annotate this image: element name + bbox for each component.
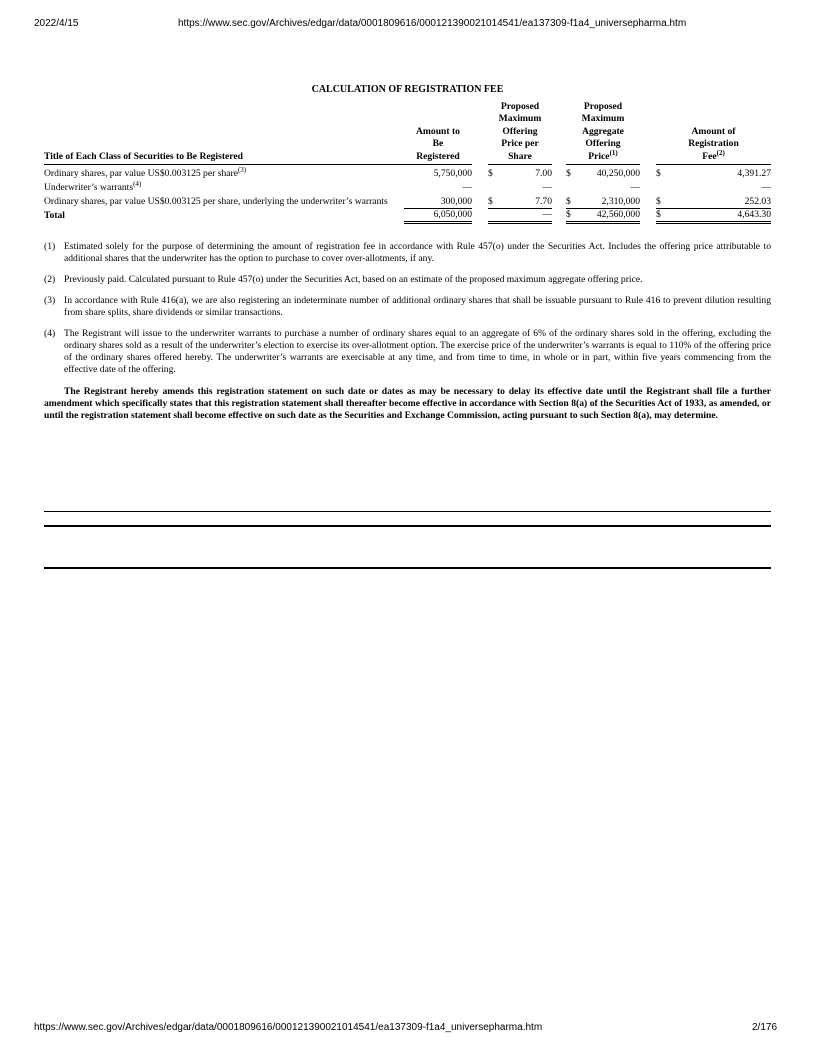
table-total-row: Total 6,050,000 — $ 42,560,000 $ 4,643.30	[44, 208, 771, 222]
col-registration-fee: Amount of Registration Fee$^{(2)}$	[656, 101, 771, 165]
divider-rule	[44, 525, 771, 527]
footnote-2: (2) Previously paid. Calculated pursuant to Rule 457(o) under the Securities Act, based on an estimate of the proposed maximum aggregate offering price.	[44, 273, 643, 285]
footnote-4: (4) The Registrant will issue to the underwriter warrants to purchase a number of ordinary shares equal to an aggregate of 6% of the ordinary shares sold in the offering, excluding the ordinary shares sold as a result of the underwriter’s election to exercise its over-allotment option. The exercise price of the underwriter’s warrants is equal to 110% of the offering price of the ordinary shares offered hereby. The underwriter’s warrants are exercisable at any time, and from time to time, in whole or in part, within five years commencing from the effective date of the offering.	[44, 327, 771, 375]
footer-url: https://www.sec.gov/Archives/edgar/data/0001809616/000121390021014541/ea137309-f1a4_universepharma.htm	[34, 1022, 543, 1033]
table-row: Ordinary shares, par value US$0.003125 per share$^{(3)}$ 5,750,000 $ 7.00 $ 40,250,000 $ 4,391.27	[44, 166, 771, 180]
divider-rule	[44, 511, 771, 512]
table-row: Ordinary shares, par value US$0.003125 per share, underlying the underwriter’s warrants 300,000 $ 7.70 $ 2,310,000 $ 252.03	[44, 195, 771, 208]
footnote-1: (1) Estimated solely for the purpose of determining the amount of registration fee in accordance with Rule 457(o) under the Securities Act. Includes the offering price attributable to additional shares that the underwriter has the option to purchase to cover over-allotments, if any.	[44, 240, 771, 264]
col-title-class: Title of Each Class of Securities to Be Registered	[44, 101, 404, 165]
footnote-3: (3) In accordance with Rule 416(a), we are also registering an indeterminate number of additional ordinary shares that shall be issuable pursuant to Rule 416 to prevent dilution resulting from share splits, share dividends or similar transactions.	[44, 294, 771, 318]
print-date: 2022/4/15	[34, 18, 79, 29]
col-price-per-share: Proposed Maximum Offering Price per Share	[488, 101, 552, 165]
col-aggregate-price: Proposed Maximum Aggregate Offering Price$^{(1)}$	[566, 101, 640, 165]
page-title: CALCULATION OF REGISTRATION FEE	[311, 84, 504, 95]
page-url: https://www.sec.gov/Archives/edgar/data/0001809616/000121390021014541/ea137309-f1a4_universepharma.htm	[178, 18, 687, 29]
amendment-statement: The Registrant hereby amends this registration statement on such date or dates as may be necessary to delay its effective date until the Registrant shall file a further amendment which specifically states that this registration statement shall thereafter become effective in accordance with Section 8(a) of the Securities Act of 1933, as amended, or until the registration statement shall become effective on such date as the Securities and Exchange Commission, acting pursuant to such Section 8(a), may determine.	[44, 385, 771, 422]
document-body	[44, 84, 771, 423]
divider-rule	[44, 567, 771, 569]
col-amount: Amount to Be Registered	[404, 101, 472, 165]
fee-table	[44, 101, 771, 224]
table-row: Underwriter’s warrants$^{(4)}$ — — — —	[44, 180, 771, 194]
page-number: 2/176	[752, 1022, 778, 1033]
